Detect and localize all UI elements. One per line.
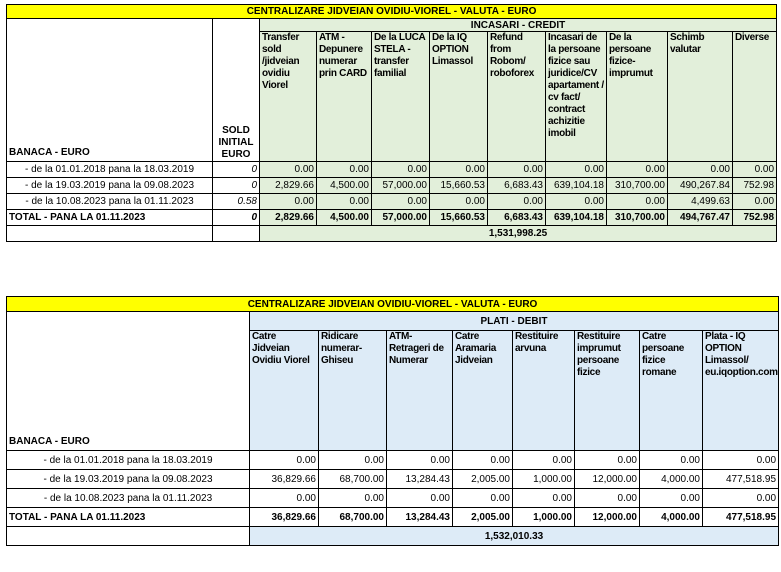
table-row: [7, 489, 779, 508]
value-cell: 0.00: [668, 162, 733, 178]
value-cell: 0.00: [488, 162, 546, 178]
value-cell: 477,518.95: [703, 470, 779, 489]
value-cell: 0.00: [260, 162, 317, 178]
total-cell: 1,000.00: [513, 508, 575, 527]
credit-col-header: ATM - Depunere numerar prin CARD: [317, 32, 372, 162]
value-cell: 0.00: [546, 194, 607, 210]
credit-col-header: Schimb valutar: [668, 32, 733, 162]
total-cell: 6,683.43: [488, 210, 546, 226]
value-cell: 0.00: [703, 489, 779, 508]
sold-cell: 0: [213, 162, 260, 178]
value-cell: 0.00: [703, 451, 779, 470]
value-cell: 0.00: [387, 489, 453, 508]
total-cell: 639,104.18: [546, 210, 607, 226]
value-cell: 0.00: [640, 489, 703, 508]
debit-col-header: Restituire arvuna: [513, 331, 575, 451]
value-cell: 490,267.84: [668, 178, 733, 194]
total-cell: 15,660.53: [430, 210, 488, 226]
debit-col-header: Plata - IQ OPTION Limassol/ eu.iqoption.com: [703, 331, 779, 451]
value-cell: 0.00: [733, 162, 777, 178]
total-cell: 68,700.00: [319, 508, 387, 527]
row-label: - de la 19.03.2019 pana la 09.08.2023: [7, 470, 250, 489]
value-cell: 0.00: [250, 451, 319, 470]
empty-cell: [213, 226, 260, 242]
debit-col-header: Catre Jidveian Ovidiu Viorel: [250, 331, 319, 451]
credit-col-header: Incasari de la persoane fizice sau juridice/CV apartament / cv fact/ contract achizitie imobil: [546, 32, 607, 162]
value-cell: 0.00: [317, 162, 372, 178]
value-cell: 0.00: [453, 489, 513, 508]
value-cell: 0.00: [546, 162, 607, 178]
value-cell: 4,500.00: [317, 178, 372, 194]
value-cell: 2,829.66: [260, 178, 317, 194]
value-cell: 0.00: [319, 489, 387, 508]
sold-cell: 0.58: [213, 194, 260, 210]
total-cell: 4,500.00: [317, 210, 372, 226]
row-label: - de la 19.03.2019 pana la 09.08.2023: [7, 178, 213, 194]
value-cell: 0.00: [317, 194, 372, 210]
total-cell: 752.98: [733, 210, 777, 226]
value-cell: 0.00: [488, 194, 546, 210]
value-cell: 310,700.00: [607, 178, 668, 194]
debit-table: [6, 296, 779, 546]
debit-title: CENTRALIZARE JIDVEIAN OVIDIU-VIOREL - VALUTA - EURO: [7, 297, 779, 312]
total-row: [7, 508, 779, 527]
credit-col-header: De la persoane fizice-imprumut: [607, 32, 668, 162]
total-cell: 2,005.00: [453, 508, 513, 527]
credit-table: [6, 4, 777, 242]
value-cell: 0.00: [260, 194, 317, 210]
total-cell: 57,000.00: [372, 210, 430, 226]
value-cell: 0.00: [319, 451, 387, 470]
value-cell: 0.00: [372, 162, 430, 178]
debit-col-header: Catre persoane fizice romane: [640, 331, 703, 451]
value-cell: 0.00: [733, 194, 777, 210]
total-cell: 477,518.95: [703, 508, 779, 527]
total-cell: 2,829.66: [260, 210, 317, 226]
value-cell: 1,000.00: [513, 470, 575, 489]
table-row: [7, 178, 777, 194]
value-cell: 0.00: [640, 451, 703, 470]
total-label: TOTAL - PANA LA 01.11.2023: [7, 210, 213, 226]
value-cell: 0.00: [430, 162, 488, 178]
grand-total-row: [7, 226, 777, 242]
value-cell: 12,000.00: [575, 470, 640, 489]
debit-col-header: ATM-Retrageri de Numerar: [387, 331, 453, 451]
value-cell: 0.00: [575, 451, 640, 470]
credit-col-header: Diverse: [733, 32, 777, 162]
value-cell: 0.00: [513, 451, 575, 470]
credit-col-header: Refund from Robom/ roboforex: [488, 32, 546, 162]
value-cell: 0.00: [430, 194, 488, 210]
credit-col-header: Transfer sold /jidveian ovidiu Viorel: [260, 32, 317, 162]
total-cell: 12,000.00: [575, 508, 640, 527]
value-cell: 0.00: [372, 194, 430, 210]
empty-cell: [7, 226, 213, 242]
empty-cell: [7, 527, 250, 546]
debit-col-header: Restituire imprumut persoane fizice: [575, 331, 640, 451]
total-cell: 13,284.43: [387, 508, 453, 527]
credit-sold-label: SOLD INITIAL EURO: [213, 19, 260, 162]
total-sold-cell: 0: [213, 210, 260, 226]
value-cell: 0.00: [250, 489, 319, 508]
credit-title: CENTRALIZARE JIDVEIAN OVIDIU-VIOREL - VALUTA - EURO: [7, 5, 777, 19]
total-cell: 494,767.47: [668, 210, 733, 226]
debit-bank-label: BANACA - EURO: [7, 312, 250, 451]
row-label: - de la 01.01.2018 pana la 18.03.2019: [7, 451, 250, 470]
value-cell: 0.00: [513, 489, 575, 508]
value-cell: 57,000.00: [372, 178, 430, 194]
value-cell: 0.00: [453, 451, 513, 470]
value-cell: 4,499.63: [668, 194, 733, 210]
value-cell: 0.00: [387, 451, 453, 470]
credit-bank-label: BANACA - EURO: [7, 19, 213, 162]
sold-cell: 0: [213, 178, 260, 194]
row-label: - de la 10.08.2023 pana la 01.11.2023: [7, 194, 213, 210]
total-cell: 4,000.00: [640, 508, 703, 527]
value-cell: 6,683.43: [488, 178, 546, 194]
value-cell: 0.00: [607, 162, 668, 178]
credit-col-header: De la LUCA STELA - transfer familial: [372, 32, 430, 162]
value-cell: 36,829.66: [250, 470, 319, 489]
debit-grand-total: 1,532,010.33: [250, 527, 779, 546]
credit-col-header: De la IQ OPTION Limassol: [430, 32, 488, 162]
total-label: TOTAL - PANA LA 01.11.2023: [7, 508, 250, 527]
value-cell: 15,660.53: [430, 178, 488, 194]
debit-col-header: Catre Aramaria Jidveian: [453, 331, 513, 451]
grand-total-row: [7, 527, 779, 546]
credit-section-header: INCASARI - CREDIT: [260, 19, 777, 32]
value-cell: 639,104.18: [546, 178, 607, 194]
total-cell: 36,829.66: [250, 508, 319, 527]
debit-col-header: Ridicare numerar-Ghiseu: [319, 331, 387, 451]
credit-grand-total: 1,531,998.25: [260, 226, 777, 242]
debit-section-header: PLATI - DEBIT: [250, 312, 779, 331]
total-cell: 310,700.00: [607, 210, 668, 226]
value-cell: 13,284.43: [387, 470, 453, 489]
table-row: [7, 194, 777, 210]
total-row: [7, 210, 777, 226]
value-cell: 68,700.00: [319, 470, 387, 489]
row-label: - de la 01.01.2018 pana la 18.03.2019: [7, 162, 213, 178]
value-cell: 752.98: [733, 178, 777, 194]
table-row: [7, 162, 777, 178]
value-cell: 0.00: [607, 194, 668, 210]
table-row: [7, 470, 779, 489]
value-cell: 2,005.00: [453, 470, 513, 489]
table-row: [7, 451, 779, 470]
value-cell: 0.00: [575, 489, 640, 508]
value-cell: 4,000.00: [640, 470, 703, 489]
row-label: - de la 10.08.2023 pana la 01.11.2023: [7, 489, 250, 508]
